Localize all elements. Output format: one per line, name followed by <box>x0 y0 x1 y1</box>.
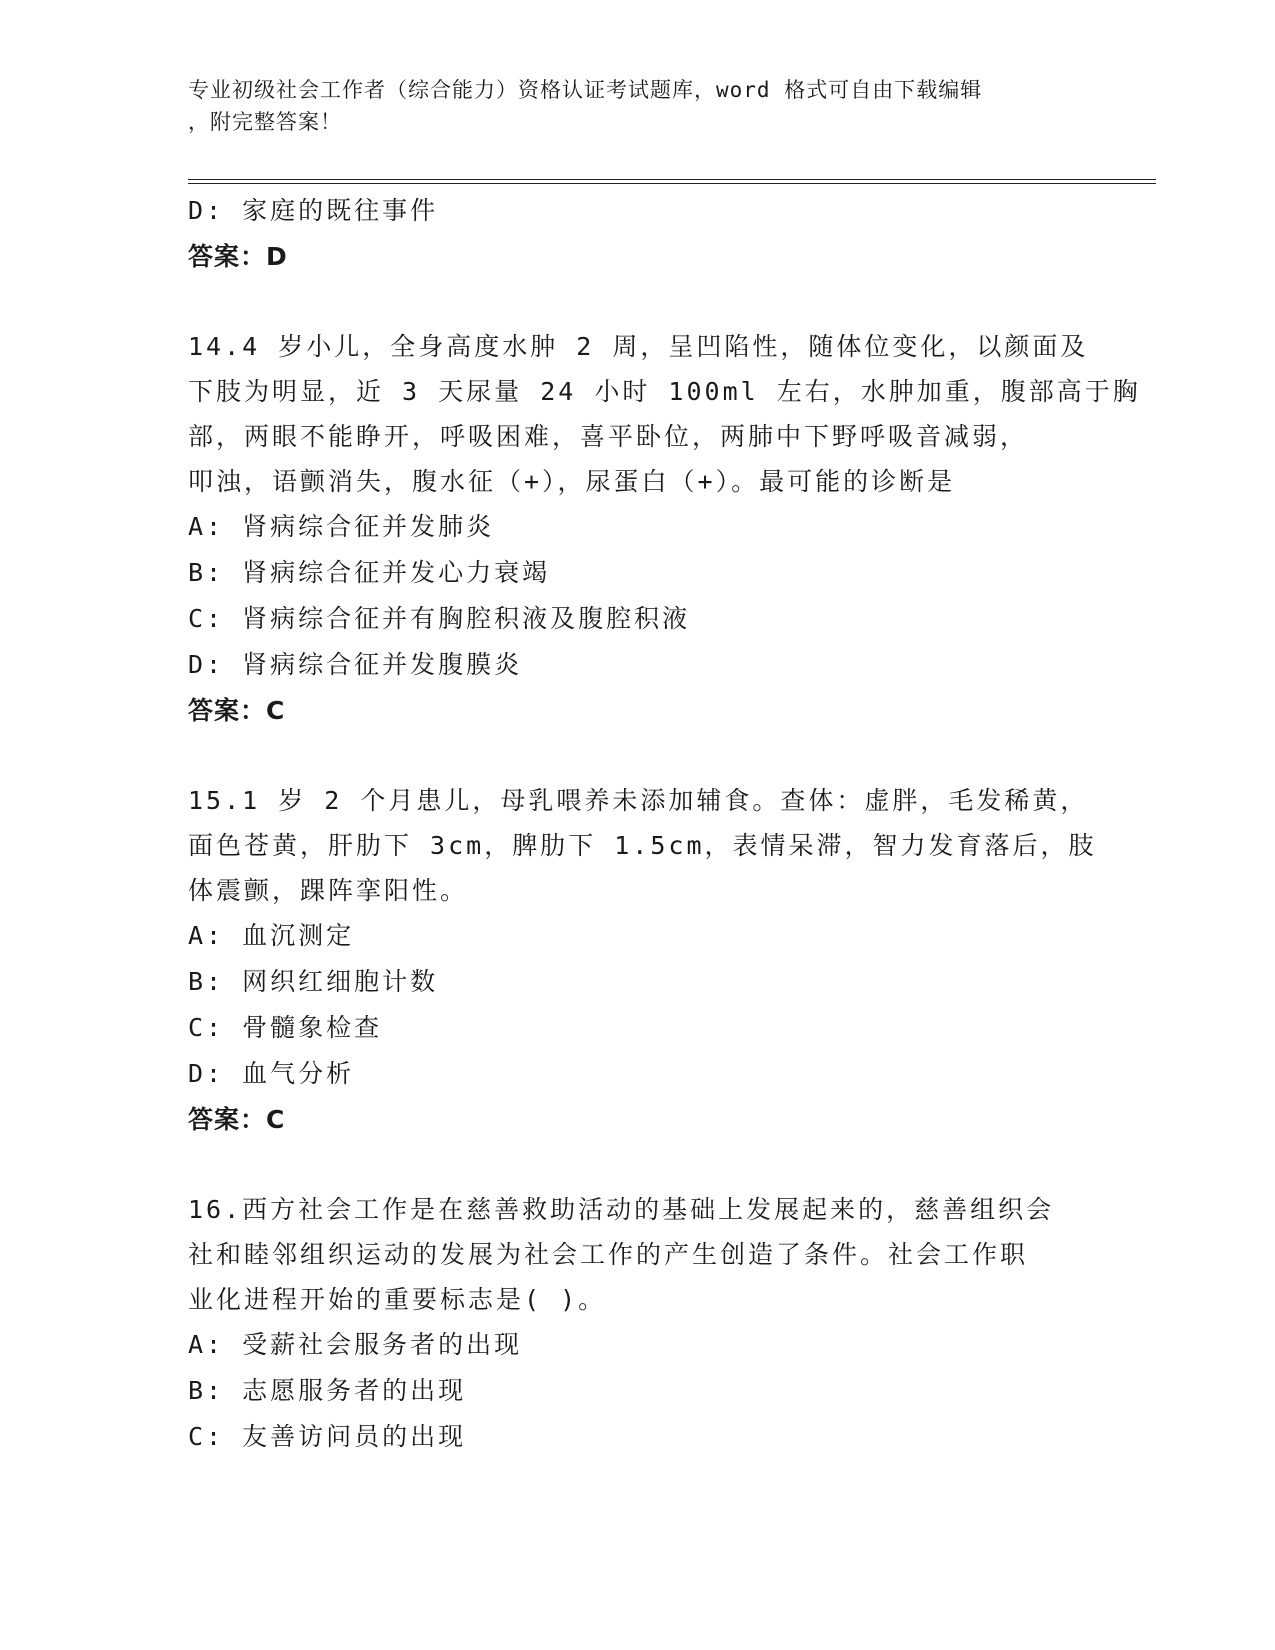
question-14 <box>188 324 1141 734</box>
question-stem <box>188 1187 1088 1322</box>
question-15 <box>188 778 1097 1143</box>
option-c: C: 友善访问员的出现 <box>188 1422 467 1451</box>
answer-line: 答案：C <box>188 696 286 725</box>
stem-line: 叩浊，语颤消失，腹水征（+），尿蛋白（+）。最可能的诊断是 <box>188 467 956 496</box>
answer-line: 答案：D <box>188 242 288 271</box>
stem-line: 体震颤，踝阵挛阳性。 <box>188 876 469 905</box>
stem-line: 15.1 岁 2 个月患儿，母乳喂养未添加辅食。查体：虚胖，毛发稀黄， <box>188 786 1089 815</box>
header-divider-bottom <box>188 183 1156 184</box>
spacer <box>188 280 1088 324</box>
page-header <box>188 74 1068 138</box>
question-stem <box>188 324 1141 504</box>
spacer <box>188 734 1088 778</box>
stem-line: 16.西方社会工作是在慈善救助活动的基础上发展起来的，慈善组织会 <box>188 1195 1055 1224</box>
option-d: D: 家庭的既往事件 <box>188 196 439 225</box>
question-13-tail <box>188 188 1088 280</box>
option-b: B: 志愿服务者的出现 <box>188 1376 467 1405</box>
option-d: D: 血气分析 <box>188 1059 355 1088</box>
option-c: C: 肾病综合征并有胸腔积液及腹腔积液 <box>188 604 691 633</box>
stem-line: 社和睦邻组织运动的发展为社会工作的产生创造了条件。社会工作职 <box>188 1240 1029 1269</box>
stem-line: 面色苍黄，肝肋下 3cm，脾肋下 1.5cm，表情呆滞，智力发育落后，肢 <box>188 831 1097 860</box>
option-b: B: 网织红细胞计数 <box>188 967 439 996</box>
header-line-1: 专业初级社会工作者（综合能力）资格认证考试题库，word 格式可自由下载编辑 <box>188 78 983 102</box>
option-a: A: 肾病综合征并发肺炎 <box>188 512 495 541</box>
question-16 <box>188 1187 1088 1460</box>
stem-line: 下肢为明显，近 3 天尿量 24 小时 100ml 左右，水肿加重，腹部高于胸 <box>188 377 1141 406</box>
question-stem <box>188 778 1097 913</box>
option-b: B: 肾病综合征并发心力衰竭 <box>188 558 551 587</box>
option-a: A: 受薪社会服务者的出现 <box>188 1330 523 1359</box>
stem-line: 业化进程开始的重要标志是( )。 <box>188 1285 607 1314</box>
option-d: D: 肾病综合征并发腹膜炎 <box>188 650 523 679</box>
header-divider-top <box>188 179 1156 180</box>
spacer <box>188 1143 1088 1187</box>
stem-line: 部，两眼不能睁开，呼吸困难，喜平卧位，两肺中下野呼吸音减弱， <box>188 422 1029 451</box>
question-list <box>188 188 1141 1460</box>
answer-line: 答案：C <box>188 1105 286 1134</box>
stem-line: 14.4 岁小儿，全身高度水肿 2 周，呈凹陷性，随体位变化，以颜面及 <box>188 332 1089 361</box>
option-a: A: 血沉测定 <box>188 921 355 950</box>
option-c: C: 骨髓象检查 <box>188 1013 383 1042</box>
header-line-2: ，附完整答案！ <box>188 110 342 134</box>
